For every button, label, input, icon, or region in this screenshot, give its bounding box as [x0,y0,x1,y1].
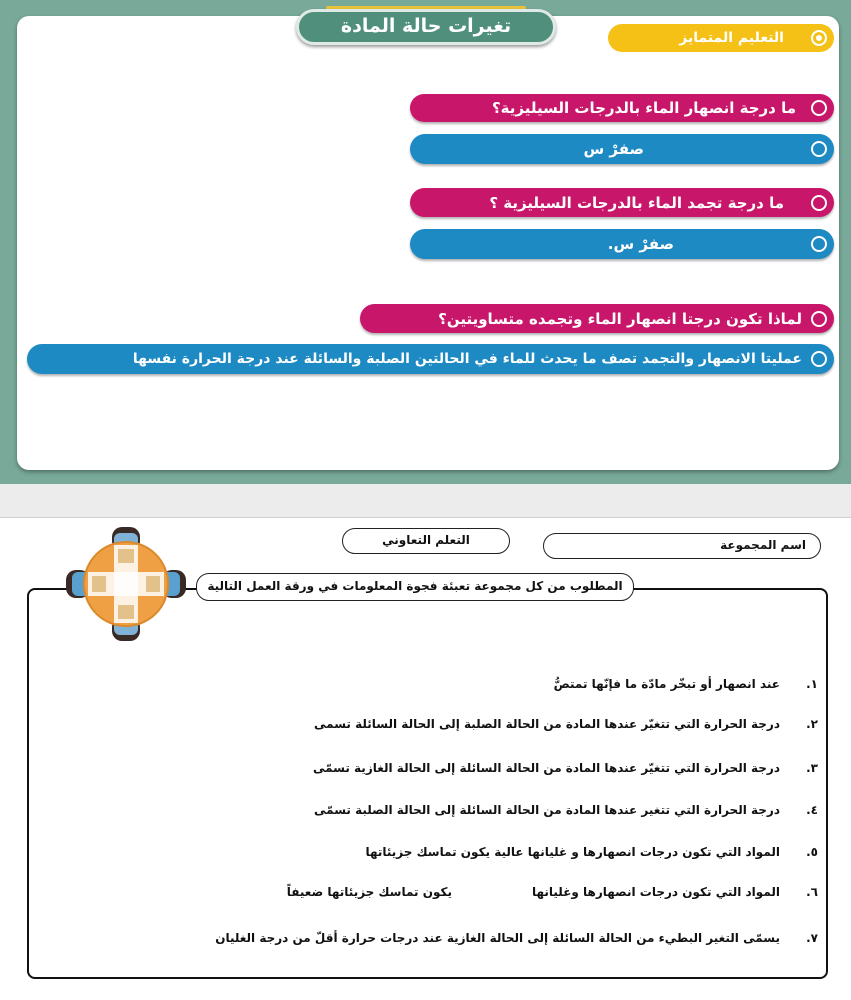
item-text: درجة الحرارة التي تتغيّر عندها المادة من الحالة السائلة إلى الحالة الغازية تسمّى [312,761,780,775]
item-text: درجة الحرارة التي تتغيّر عندها المادة من الحالة الصلبة إلى الحالة السائلة تسمى [314,717,780,731]
item-text: عند انصهار أو تبخّر مادّة ما فإنّها تمتصُّ [553,677,780,691]
item-text: المواد التي تكون درجات انصهارها و غليانها عالية يكون تماسك جزيئاتها [365,845,780,859]
radio-icon [811,141,827,157]
item-number: ٤. [806,803,818,817]
item-number: ٢. [806,717,818,731]
radio-icon [811,351,827,367]
differentiated-learning-badge[interactable] [608,24,834,52]
slide [0,0,851,484]
item-text-continued: يكون تماسك جزيئاتها ضعيفاً [286,885,452,899]
item-number: ٣. [806,761,818,775]
cooperative-learning-label: التعلم التعاوني [342,528,510,554]
radio-icon [811,311,827,327]
item-number: ٧. [806,931,818,945]
answer-1-text: صفرْ س [583,140,644,158]
answer-3[interactable] [27,344,834,374]
group-name-label: اسم المجموعة [720,538,806,552]
radio-icon [811,100,827,116]
worksheet-item-1 [554,677,818,691]
worksheet-item-4 [314,803,818,817]
task-instruction: المطلوب من كل مجموعة تعبئة فجوة المعلومات في ورقة العمل التالية [196,573,634,601]
question-3[interactable] [360,304,834,333]
group-name-field[interactable] [543,533,821,559]
slide-title: تغيرات حالة المادة [296,9,556,45]
radio-icon [811,30,827,46]
question-1-text: ما درجة انصهار الماء بالدرجات السيليزية؟ [491,99,796,117]
item-number: ٥. [806,845,818,859]
item-number: ١. [806,677,818,691]
item-number: ٦. [806,885,818,899]
radio-icon [811,236,827,252]
question-2[interactable] [410,188,834,217]
question-1[interactable] [410,94,834,122]
worksheet-item-6 [287,885,818,899]
worksheet-box [27,588,828,979]
answer-1[interactable] [410,134,834,164]
answer-3-text: عمليتا الانصهار والتجمد تصف ما يحدث للماء في الحالتين الصلبة والسائلة عند درجة الحرارة نفسها [132,351,802,367]
worksheet-item-5 [365,845,818,859]
question-2-text: ما درجة تجمد الماء بالدرجات السيليزية ؟ [489,193,784,212]
answer-2[interactable] [410,229,834,259]
worksheet-item-2 [314,717,818,731]
item-text: المواد التي تكون درجات انصهارها وغليانها [531,885,780,899]
question-3-text: لماذا تكون درجتا انصهار الماء وتجمده متساويتين؟ [438,309,802,328]
worksheet-item-7 [215,931,818,945]
item-text: يسمّى التغير البطيء من الحالة السائلة إلى الحالة الغازية عند درجات حرارة أقلّ من درجة الغليان [215,931,780,945]
item-text: درجة الحرارة التي تتغير عندها المادة من الحالة السائلة إلى الحالة الصلبة تسمّى [314,803,780,817]
cooperative-table-icon [66,527,186,641]
radio-icon [811,195,827,211]
blank-space [452,885,532,899]
badge-label: التعليم المتمايز [679,30,784,46]
answer-2-text: صفرْ س. [607,235,674,253]
worksheet-item-3 [313,761,818,775]
